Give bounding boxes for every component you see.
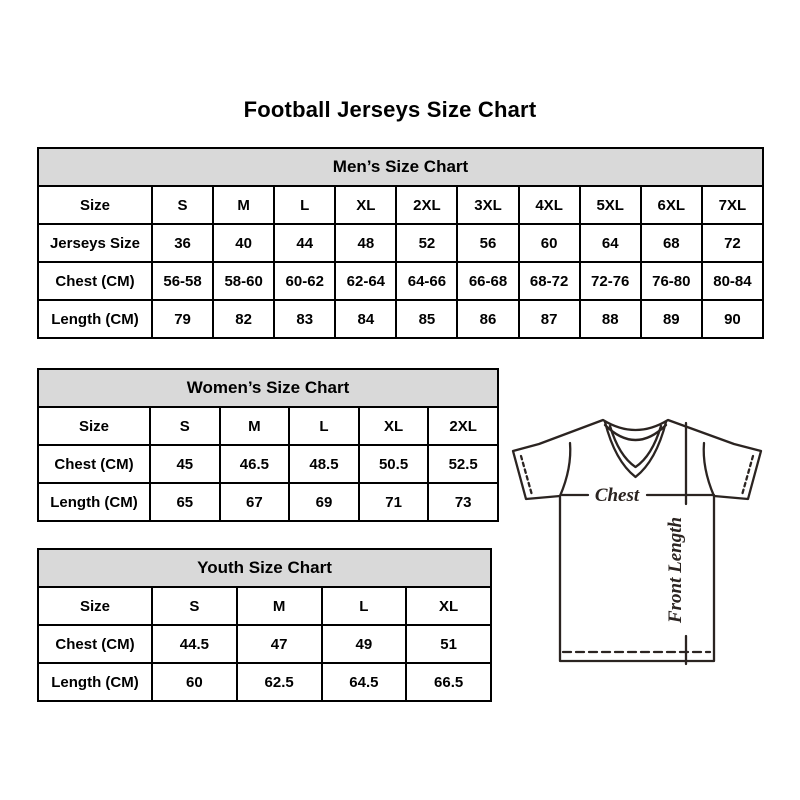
size-cell: M [220,407,290,445]
size-cell: L [289,407,359,445]
jersey-outline-shape [513,420,761,661]
size-cell: 71 [359,483,429,521]
size-cell: 7XL [702,186,763,224]
table-row [38,407,498,445]
size-cell: M [237,587,322,625]
front-length-label: Front Length [665,516,686,624]
size-cell: XL [406,587,491,625]
table-row [38,224,763,262]
size-cell: 67 [220,483,290,521]
size-cell: 89 [641,300,702,338]
size-cell: 50.5 [359,445,429,483]
size-cell: 3XL [457,186,518,224]
size-cell: 72-76 [580,262,641,300]
size-cell: 56 [457,224,518,262]
table-row [38,625,491,663]
size-cell: 45 [150,445,220,483]
size-cell: 5XL [580,186,641,224]
size-cell: 72 [702,224,763,262]
size-cell: L [274,186,335,224]
size-cell: 79 [152,300,213,338]
size-cell: 60 [152,663,237,701]
size-cell: 68-72 [519,262,580,300]
size-cell: 64 [580,224,641,262]
row-header: Jerseys Size [38,224,152,262]
size-cell: S [152,186,213,224]
size-cell: 60 [519,224,580,262]
table-row [38,483,498,521]
size-cell: 49 [322,625,407,663]
size-cell: 62-64 [335,262,396,300]
row-header: Size [38,587,152,625]
size-cell: 2XL [396,186,457,224]
size-cell: 65 [150,483,220,521]
chest-label: Chest [594,485,640,506]
table-row [38,587,491,625]
size-cell: 44 [274,224,335,262]
size-cell: 2XL [428,407,498,445]
table-row [38,300,763,338]
size-cell: 84 [335,300,396,338]
size-cell: S [150,407,220,445]
row-header: Chest (CM) [38,445,150,483]
size-cell: S [152,587,237,625]
size-cell: 83 [274,300,335,338]
table-row [38,663,491,701]
size-cell: 6XL [641,186,702,224]
row-header: Chest (CM) [38,262,152,300]
size-cell: 88 [580,300,641,338]
page-title: Football Jerseys Size Chart [243,97,537,122]
jersey-measurement-diagram [499,398,779,678]
youth-size-table [37,548,492,702]
size-cell: 46.5 [220,445,290,483]
size-cell: L [322,587,407,625]
size-cell: 56-58 [152,262,213,300]
size-cell: 86 [457,300,518,338]
size-cell: 64-66 [396,262,457,300]
size-cell: 36 [152,224,213,262]
table-title: Men’s Size Chart [38,148,763,186]
size-cell: 85 [396,300,457,338]
size-cell: 73 [428,483,498,521]
size-cell: 62.5 [237,663,322,701]
size-cell: 40 [213,224,274,262]
size-cell: 47 [237,625,322,663]
mens-size-table [37,147,764,339]
size-cell: 80-84 [702,262,763,300]
size-cell: XL [359,407,429,445]
row-header: Size [38,186,152,224]
size-cell: 64.5 [322,663,407,701]
size-cell: 69 [289,483,359,521]
size-cell: 60-62 [274,262,335,300]
size-cell: 76-80 [641,262,702,300]
size-cell: 51 [406,625,491,663]
row-header: Size [38,407,150,445]
table-title: Youth Size Chart [38,549,491,587]
size-cell: 58-60 [213,262,274,300]
size-cell: 82 [213,300,274,338]
size-cell: 4XL [519,186,580,224]
row-header: Length (CM) [38,300,152,338]
size-cell: 44.5 [152,625,237,663]
row-header: Chest (CM) [38,625,152,663]
womens-size-table [37,368,499,522]
row-header: Length (CM) [38,483,150,521]
size-cell: 48.5 [289,445,359,483]
size-cell: 52 [396,224,457,262]
table-title: Women’s Size Chart [38,369,498,407]
size-cell: 66.5 [406,663,491,701]
size-cell: XL [335,186,396,224]
size-cell: 90 [702,300,763,338]
size-cell: 87 [519,300,580,338]
row-header: Length (CM) [38,663,152,701]
size-cell: 68 [641,224,702,262]
table-row [38,445,498,483]
size-cell: 66-68 [457,262,518,300]
size-cell: 52.5 [428,445,498,483]
size-cell: 48 [335,224,396,262]
table-row [38,186,763,224]
table-row [38,262,763,300]
size-cell: M [213,186,274,224]
